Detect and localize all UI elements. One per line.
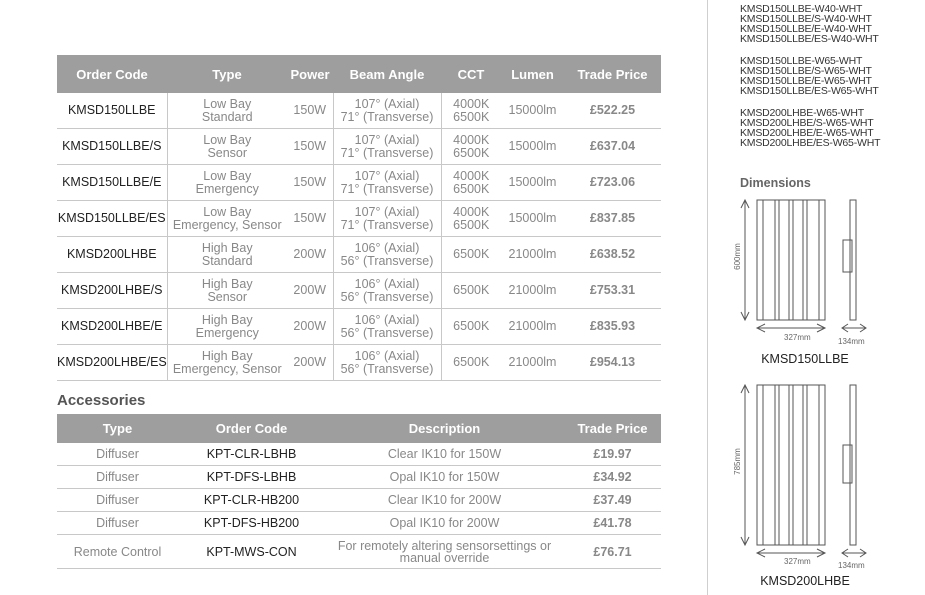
product-type-line: Sensor — [207, 289, 248, 304]
white-code: KMSD200LHBE/ES-W65-WHT — [740, 137, 881, 149]
cct: 6500K — [441, 237, 501, 273]
product-type — [167, 309, 287, 345]
trade-price: £753.31 — [564, 273, 661, 309]
white-code: KMSD150LLBE-W40-WHT — [740, 3, 863, 15]
dimension-diagram-150 — [730, 196, 880, 366]
trade-price: £835.93 — [564, 309, 661, 345]
trade-price: £638.52 — [564, 237, 661, 273]
order-code: KMSD200LHBE — [57, 237, 167, 273]
table-row — [57, 466, 661, 489]
dimension-diagram-200 — [730, 381, 880, 588]
lumen: 15000lm — [501, 165, 564, 201]
beam-angle-line: 106° (Axial) — [354, 240, 420, 255]
beam-angle-line: 106° (Axial) — [354, 348, 420, 363]
table-row — [57, 345, 661, 381]
accessory-price: £19.97 — [564, 443, 661, 466]
accessory-type: Diffuser — [57, 443, 178, 466]
accessory-price: £76.71 — [564, 535, 661, 569]
beam-angle-line: 56° (Transverse) — [340, 325, 434, 340]
cct: 6500K — [441, 345, 501, 381]
beam-angle-line: 71° (Transverse) — [340, 181, 434, 196]
product-table-body — [57, 93, 661, 381]
accessories-table-header — [57, 414, 661, 443]
accessory-description: Clear IK10 for 150W — [325, 443, 564, 466]
header-beam-angle: Beam Angle — [333, 55, 441, 93]
beam-angle-line: 107° (Axial) — [354, 132, 420, 147]
accessory-description: Clear IK10 for 200W — [325, 489, 564, 512]
accessories-table-body — [57, 443, 661, 569]
dim-depth-150: 134mm — [838, 337, 865, 346]
trade-price: £837.85 — [564, 201, 661, 237]
product-type — [167, 273, 287, 309]
power: 150W — [287, 129, 333, 165]
beam-angle-line: 107° (Axial) — [354, 96, 420, 111]
cct: 6500K — [441, 309, 501, 345]
order-code: KMSD200LHBE/ES — [57, 345, 167, 381]
product-type-line: Low Bay — [203, 132, 252, 147]
beam-angle-line: 71° (Transverse) — [340, 109, 434, 124]
beam-angle — [333, 165, 441, 201]
product-type-line: High Bay — [201, 312, 253, 327]
order-code: KMSD150LLBE — [57, 93, 167, 129]
power: 200W — [287, 237, 333, 273]
cct-line: 4000K — [453, 168, 490, 183]
table-row — [57, 489, 661, 512]
beam-angle — [333, 237, 441, 273]
dimensions-title: Dimensions — [740, 176, 811, 190]
order-code: KMSD150LLBE/S — [57, 129, 167, 165]
product-type — [167, 165, 287, 201]
accessory-code: KPT-DFS-HB200 — [178, 512, 325, 535]
product-type-line: Standard — [201, 253, 253, 268]
power: 150W — [287, 165, 333, 201]
table-row — [57, 273, 661, 309]
order-code: KMSD200LHBE/S — [57, 273, 167, 309]
product-type-line: Emergency — [195, 325, 259, 340]
table-row — [57, 129, 661, 165]
cct-line: 6500K — [453, 145, 490, 160]
diagram-label-150: KMSD150LLBE — [761, 352, 849, 366]
accessory-description: Opal IK10 for 200W — [325, 512, 564, 535]
lumen: 15000lm — [501, 201, 564, 237]
table-row — [57, 309, 661, 345]
order-code: KMSD150LLBE/E — [57, 165, 167, 201]
product-type-line: Sensor — [207, 145, 248, 160]
cct-line: 4000K — [453, 132, 490, 147]
acc-header-description: Description — [325, 414, 564, 443]
accessory-description — [325, 535, 564, 569]
cct-line: 6500K — [453, 217, 490, 232]
accessory-description-line: settings or manual override — [399, 538, 552, 565]
luminaire-drawing-150 — [730, 196, 880, 346]
product-type-line: Low Bay — [203, 204, 252, 219]
cct — [441, 129, 501, 165]
product-type — [167, 345, 287, 381]
beam-angle-line: 56° (Transverse) — [340, 253, 434, 268]
product-table — [57, 55, 661, 381]
lumen: 15000lm — [501, 129, 564, 165]
power: 200W — [287, 345, 333, 381]
product-type — [167, 237, 287, 273]
beam-angle — [333, 201, 441, 237]
table-row — [57, 237, 661, 273]
diagram-label-200: KMSD200LHBE — [760, 574, 850, 588]
order-code: KMSD200LHBE/E — [57, 309, 167, 345]
white-code: KMSD200LHBE/S-W65-WHT — [740, 117, 874, 129]
accessory-type: Diffuser — [57, 466, 178, 489]
dim-width-200: 327mm — [784, 557, 811, 566]
accessories-title: Accessories — [57, 392, 146, 409]
cct — [441, 93, 501, 129]
accessory-code: KPT-CLR-LBHB — [178, 443, 325, 466]
power: 150W — [287, 201, 333, 237]
product-table-header — [57, 55, 661, 93]
header-trade-price: Trade Price — [564, 55, 661, 93]
dim-height-200: 785mm — [732, 448, 742, 475]
accessories-table — [57, 414, 661, 569]
column-divider — [707, 0, 708, 595]
accessory-type: Diffuser — [57, 512, 178, 535]
beam-angle — [333, 273, 441, 309]
cct-line: 6500K — [453, 109, 490, 124]
accessory-code: KPT-MWS-CON — [178, 535, 325, 569]
lumen: 21000lm — [501, 273, 564, 309]
product-type-line: Emergency, Sensor — [172, 361, 282, 376]
acc-header-order-code: Order Code — [178, 414, 325, 443]
trade-price: £522.25 — [564, 93, 661, 129]
trade-price: £954.13 — [564, 345, 661, 381]
product-type-line: High Bay — [201, 348, 253, 363]
cct: 6500K — [441, 273, 501, 309]
white-code: KMSD200LHBE/E-W65-WHT — [740, 127, 874, 139]
white-codes-list — [740, 4, 920, 160]
beam-angle — [333, 129, 441, 165]
product-type-line: High Bay — [201, 240, 253, 255]
table-row — [57, 535, 661, 569]
code-group — [740, 108, 920, 148]
header-order-code: Order Code — [57, 55, 167, 93]
beam-angle-line: 71° (Transverse) — [340, 217, 434, 232]
table-row — [57, 201, 661, 237]
white-code: KMSD150LLBE/S-W40-WHT — [740, 13, 872, 25]
dim-depth-200: 134mm — [838, 561, 865, 570]
luminaire-drawing-200 — [730, 381, 880, 571]
product-type-line: Low Bay — [203, 96, 252, 111]
accessory-type: Diffuser — [57, 489, 178, 512]
cct — [441, 201, 501, 237]
beam-angle-line: 56° (Transverse) — [340, 361, 434, 376]
code-group — [740, 56, 920, 96]
header-lumen: Lumen — [501, 55, 564, 93]
white-code: KMSD150LLBE/E-W65-WHT — [740, 75, 872, 87]
header-cct: CCT — [441, 55, 501, 93]
lumen: 21000lm — [501, 237, 564, 273]
product-type-line: Emergency — [195, 181, 259, 196]
product-type — [167, 129, 287, 165]
white-code: KMSD150LLBE/ES-W65-WHT — [740, 85, 879, 97]
table-row — [57, 93, 661, 129]
beam-angle — [333, 309, 441, 345]
accessory-code: KPT-DFS-LBHB — [178, 466, 325, 489]
accessory-price: £34.92 — [564, 466, 661, 489]
code-group — [740, 4, 920, 44]
product-type-line: Emergency, Sensor — [172, 217, 282, 232]
accessory-code: KPT-CLR-HB200 — [178, 489, 325, 512]
lumen: 21000lm — [501, 345, 564, 381]
header-power: Power — [287, 55, 333, 93]
dim-width-150: 327mm — [784, 333, 811, 342]
acc-header-trade-price: Trade Price — [564, 414, 661, 443]
white-code: KMSD150LLBE/E-W40-WHT — [740, 23, 872, 35]
power: 150W — [287, 93, 333, 129]
product-type — [167, 93, 287, 129]
lumen: 15000lm — [501, 93, 564, 129]
beam-angle-line: 107° (Axial) — [354, 204, 420, 219]
white-code: KMSD150LLBE/ES-W40-WHT — [740, 33, 879, 45]
product-type-line: Standard — [201, 109, 253, 124]
table-row — [57, 512, 661, 535]
beam-angle — [333, 345, 441, 381]
accessory-description-line: For remotely altering sensor — [337, 538, 494, 553]
product-type-line: Low Bay — [203, 168, 252, 183]
product-type-line: High Bay — [201, 276, 253, 291]
trade-price: £723.06 — [564, 165, 661, 201]
trade-price: £637.04 — [564, 129, 661, 165]
beam-angle-line: 106° (Axial) — [354, 312, 420, 327]
white-code: KMSD150LLBE-W65-WHT — [740, 55, 863, 67]
lumen: 21000lm — [501, 309, 564, 345]
header-type: Type — [167, 55, 287, 93]
accessory-price: £37.49 — [564, 489, 661, 512]
accessory-description: Opal IK10 for 150W — [325, 466, 564, 489]
accessory-type: Remote Control — [57, 535, 178, 569]
product-type — [167, 201, 287, 237]
table-row — [57, 443, 661, 466]
power: 200W — [287, 309, 333, 345]
cct-line: 4000K — [453, 204, 490, 219]
dim-height-150: 600mm — [732, 243, 742, 270]
cct-line: 4000K — [453, 96, 490, 111]
cct — [441, 165, 501, 201]
white-code: KMSD200LHBE-W65-WHT — [740, 107, 864, 119]
acc-header-type: Type — [57, 414, 178, 443]
power: 200W — [287, 273, 333, 309]
cct-line: 6500K — [453, 181, 490, 196]
beam-angle-line: 56° (Transverse) — [340, 289, 434, 304]
beam-angle — [333, 93, 441, 129]
order-code: KMSD150LLBE/ES — [57, 201, 167, 237]
beam-angle-line: 107° (Axial) — [354, 168, 420, 183]
beam-angle-line: 106° (Axial) — [354, 276, 420, 291]
white-code: KMSD150LLBE/S-W65-WHT — [740, 65, 872, 77]
beam-angle-line: 71° (Transverse) — [340, 145, 434, 160]
table-row — [57, 165, 661, 201]
accessory-price: £41.78 — [564, 512, 661, 535]
